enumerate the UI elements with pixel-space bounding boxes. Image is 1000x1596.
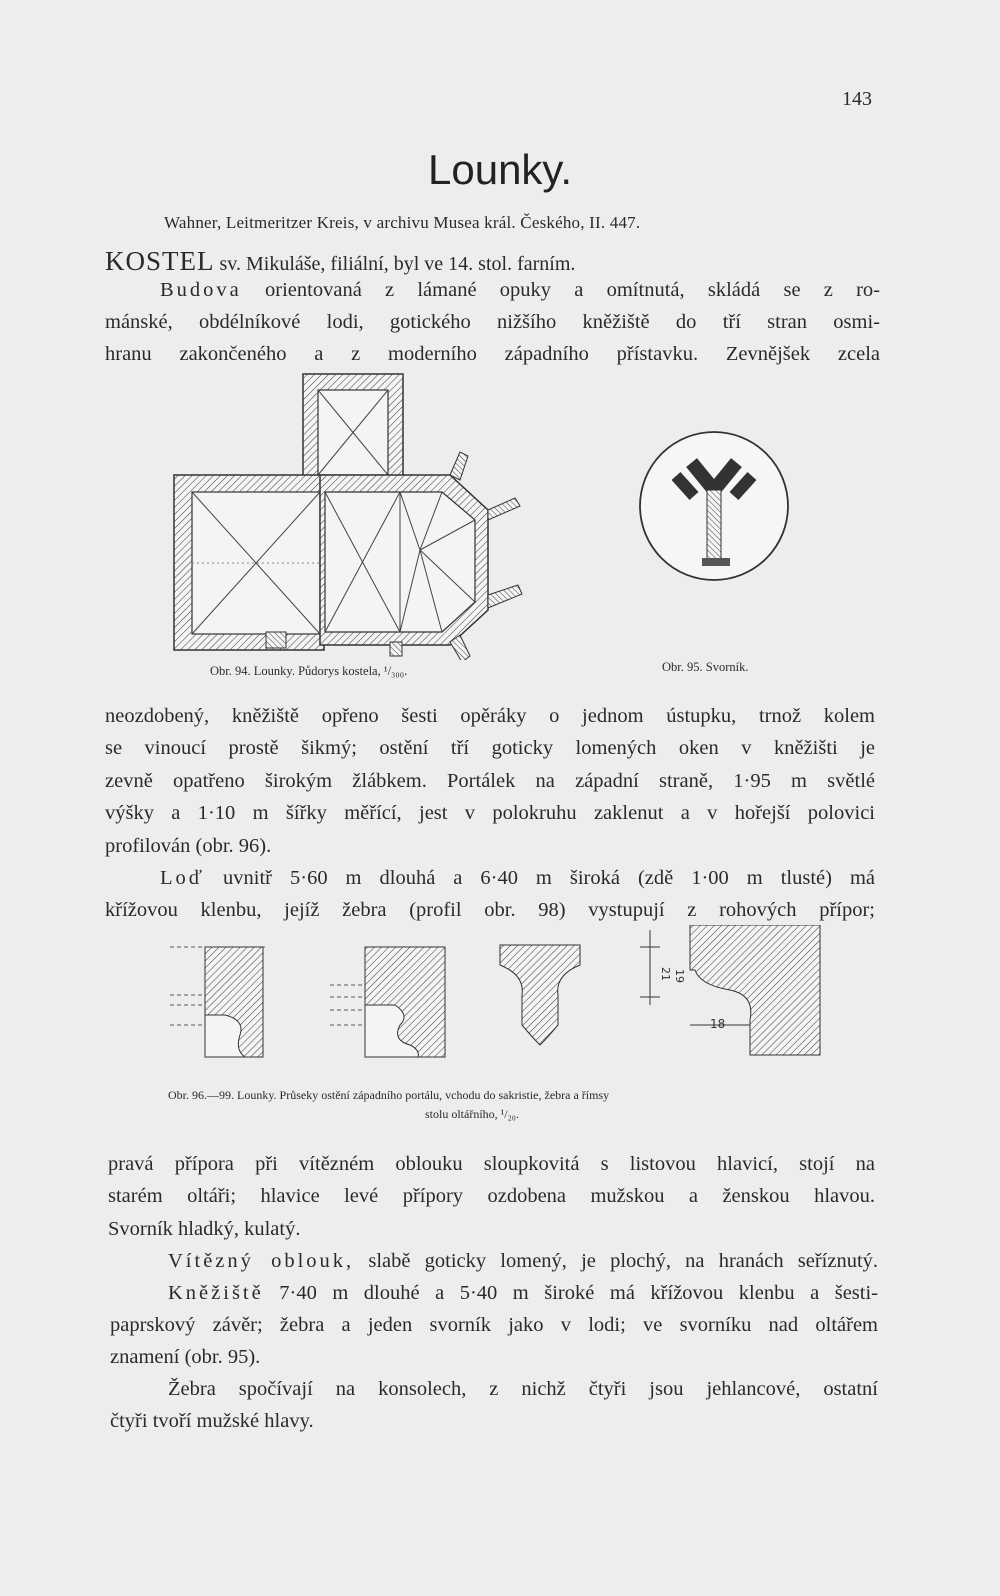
para4-line2: starém oltáři; hlavice levé přípory ozdobena mužskou a ženskou hlavou. (108, 1185, 875, 1208)
paragraph-3 (160, 862, 875, 894)
para2-line1: neozdobený, kněžiště opřeno šesti opěráky o jednom ústupku, trnož kolem (105, 705, 875, 727)
knezisti-word: Kněžiště (168, 1282, 264, 1304)
paragraph-6 (168, 1277, 878, 1309)
paragraph-2 (105, 700, 875, 862)
page-number: 143 (842, 88, 872, 110)
para6-line1: 7·40 m dlouhé a 5·40 m široké má křížovou klenbu a šesti- (279, 1282, 878, 1304)
profile-figures (170, 925, 830, 1085)
kostel-heading: KOSTEL (105, 246, 215, 276)
dim-b: 19 (673, 969, 686, 983)
paragraph-3-cont (105, 894, 875, 926)
para6-line3: znamení (obr. 95). (110, 1346, 261, 1369)
para1-line2: mánské, obdélníkové lodi, gotického nižšího kněžiště do tří stran osmi- (105, 311, 880, 333)
para4-line1: pravá přípora při vítězném oblouku sloupkovitá s listovou hlavicí, stojí na (108, 1153, 875, 1175)
fig96-caption-line2: stolu oltářního, ¹/₂₀. (425, 1107, 519, 1121)
paragraph-5 (168, 1245, 878, 1277)
para1-line3: hranu zakončeného a z moderního západního přístavku. Zevnějšek zcela (105, 343, 880, 366)
floor-plan-figure (170, 370, 530, 660)
paragraph-1 (160, 274, 880, 306)
lod-word: Loď (160, 867, 206, 889)
page-title: Lounky. (428, 146, 572, 193)
para5-rest: slabě goticky lomený, je plochý, na hranách seříznutý. (368, 1250, 879, 1272)
paragraph-7 (168, 1373, 878, 1405)
heading-line (105, 246, 575, 277)
para2-line5: profilován (obr. 96). (105, 834, 272, 857)
fig94-caption: Obr. 94. Lounky. Půdorys kostela, ¹/₃₀₀. (210, 664, 408, 678)
heading-rest: sv. Mikuláše, filiální, byl ve 14. stol. farním. (219, 253, 576, 275)
para2-line3: zevně opatřeno širokým žlábkem. Portálek na západní straně, 1·95 m světlé (105, 769, 875, 792)
dim-a: 21 (659, 967, 672, 981)
para1-line1: orientovaná z lámané opuky a omítnutá, skládá se z ro- (265, 279, 881, 301)
para4-line3: Svorník hladký, kulatý. (108, 1217, 301, 1240)
paragraph-6-cont (110, 1309, 878, 1374)
fig96-caption-line1: Obr. 96.—99. Lounky. Průseky ostění západního portálu, vchodu do sakristie, žebra a římsy (168, 1088, 610, 1102)
para7-line2: čtyři tvoří mužské hlavy. (110, 1410, 314, 1432)
vitezny-oblouk-words: Vítězný oblouk, (168, 1250, 355, 1272)
fig95-caption: Obr. 95. Svorník. (662, 660, 749, 674)
keystone-figure (636, 428, 792, 584)
para2-line4: výšky a 1·10 m šířky měřící, jest v polokruhu zaklenut a v hořejší polovici (105, 802, 875, 825)
paragraph-1-cont (105, 306, 880, 371)
paragraph-4 (108, 1148, 875, 1245)
para2-line2: se vinoucí prostě šikmý; ostění tří goticky lomených oken v kněžišti je (105, 737, 875, 760)
para3-line1: uvnitř 5·60 m dlouhá a 6·40 m široká (zdě 1·00 m tlusté) má (223, 867, 876, 889)
paragraph-7-cont (110, 1405, 878, 1437)
source-note: Wahner, Leitmeritzer Kreis, v archivu Musea král. Českého, II. 447. (164, 213, 641, 232)
dim-c: 18 (710, 1017, 726, 1031)
budova-word: Budova (160, 279, 242, 301)
para6-line2: paprskový závěr; žebra a jeden svorník jako v lodi; ve svorníku nad oltářem (110, 1314, 878, 1336)
para3-line2: křížovou klenbu, jejíž žebra (profil obr. 98) vystupují z rohových přípor; (105, 899, 875, 921)
para7-line1: Žebra spočívají na konsolech, z nichž čtyři jsou jehlancové, ostatní (168, 1378, 878, 1400)
